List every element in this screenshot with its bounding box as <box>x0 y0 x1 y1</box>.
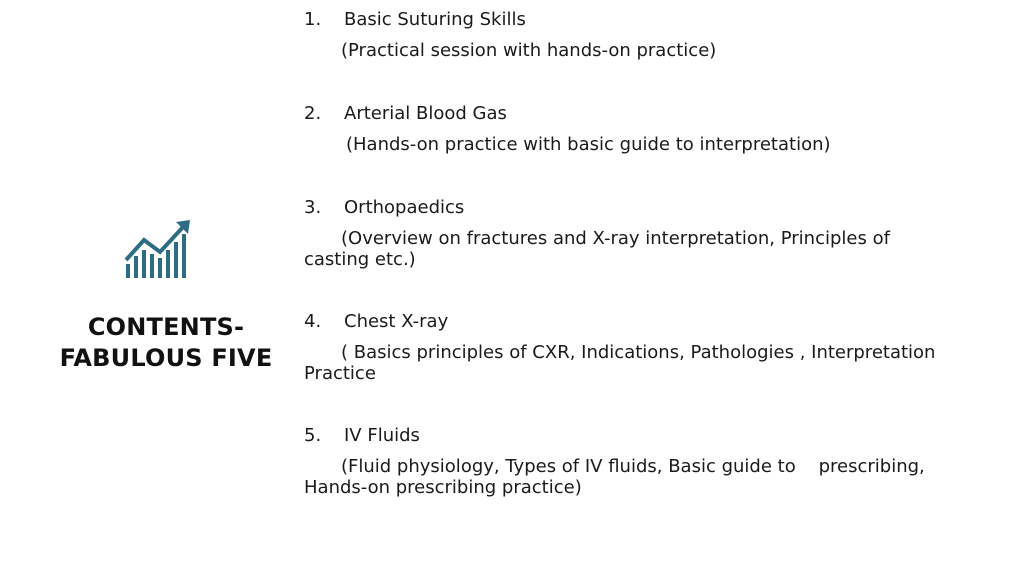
item-title: Arterial Blood Gas <box>344 103 507 124</box>
item-description: (Hands-on practice with basic guide to interpretation) <box>346 134 831 155</box>
item-heading <box>304 103 984 124</box>
item-heading <box>304 197 984 218</box>
slide-title <box>40 312 292 374</box>
item-number: 4. <box>304 311 322 332</box>
item-number: 3. <box>304 197 322 218</box>
item-number: 2. <box>304 103 322 124</box>
item-heading <box>304 9 984 30</box>
title-line-2: FABULOUS FIVE <box>59 344 273 372</box>
growth-chart-icon <box>124 220 192 280</box>
item-heading <box>304 311 984 332</box>
title-line-1: CONTENTS- <box>87 313 245 341</box>
list-item <box>304 9 984 61</box>
item-description: (Fluid physiology, Types of IV fluids, Basic guide to prescribing, Hands-on prescribing practice) <box>304 456 931 498</box>
item-number: 1. <box>304 9 322 30</box>
item-heading <box>304 425 984 446</box>
item-description: (Overview on fractures and X-ray interpretation, Principles of casting etc.) <box>304 228 890 270</box>
item-number: 5. <box>304 425 322 446</box>
list-item <box>304 311 984 384</box>
title-panel <box>0 0 300 576</box>
item-title: Chest X-ray <box>344 311 449 332</box>
item-title: IV Fluids <box>344 425 420 446</box>
item-title: Orthopaedics <box>344 197 465 218</box>
item-title: Basic Suturing Skills <box>344 9 526 30</box>
item-description: (Practical session with hands-on practice) <box>341 40 717 61</box>
item-description: ( Basics principles of CXR, Indications, Pathologies , Interpretation Practice <box>304 342 936 384</box>
list-item <box>304 425 984 498</box>
list-item <box>304 103 984 155</box>
list-item <box>304 197 984 270</box>
